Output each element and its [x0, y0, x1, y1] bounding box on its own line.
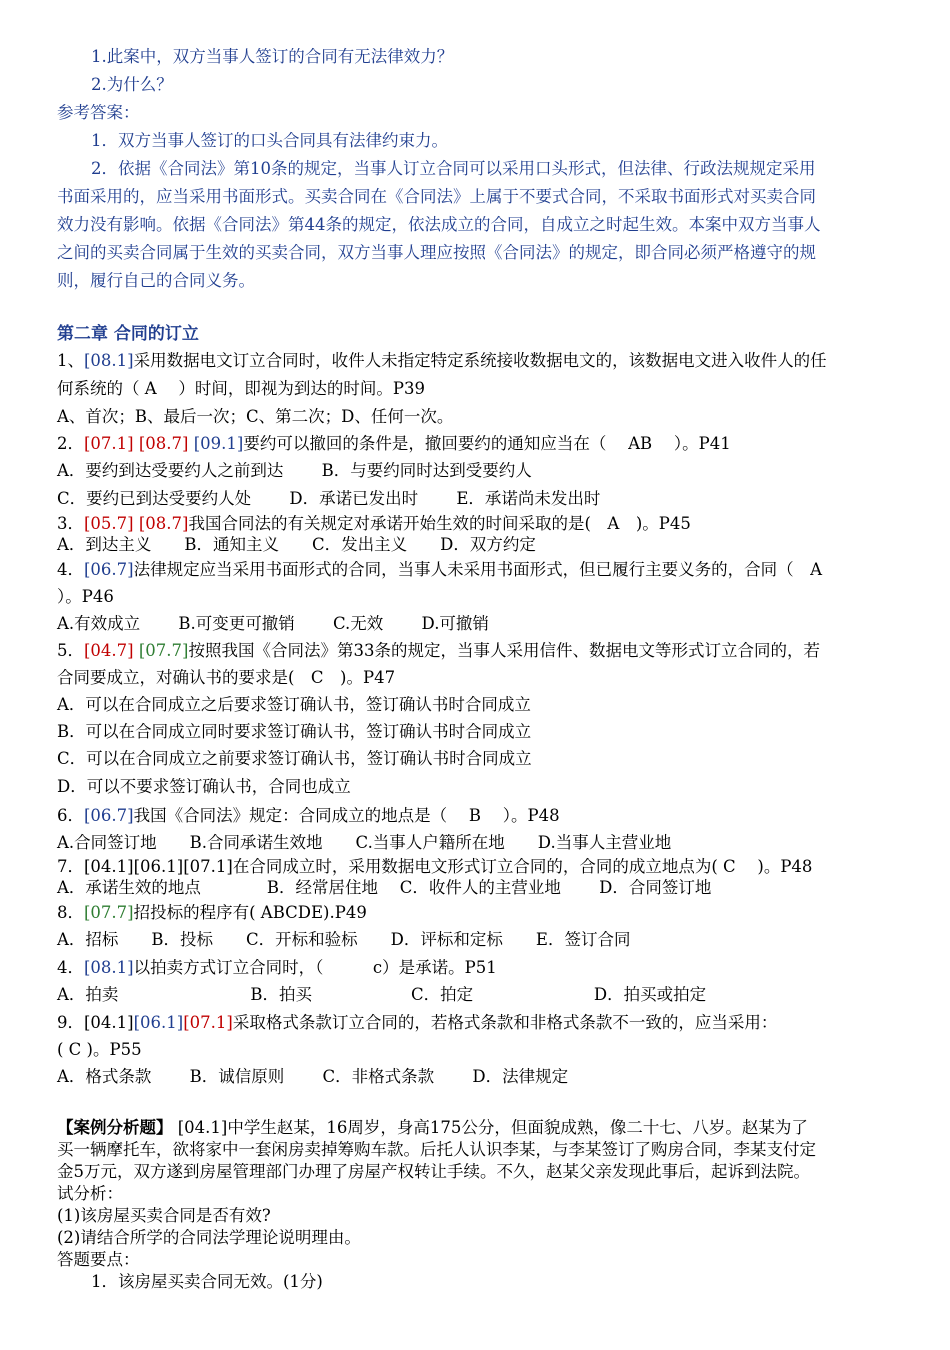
question-5-number: 5． — [57, 641, 84, 660]
question-9-line-2: ( C )。P55 — [57, 1040, 142, 1059]
question-5-option-b: B．可以在合同成立同时要求签订确认书，签订确认书时合同成立 — [57, 722, 532, 741]
question-4-line-2: ）。P46 — [57, 587, 114, 606]
question-5-option-d: D．可以不要求签订确认书，合同也成立 — [57, 777, 351, 796]
question-4-number: 4． — [57, 560, 84, 579]
question-8-text: 招投标的程序有( ABCDE).P49 — [133, 903, 367, 922]
question-6 — [57, 805, 560, 827]
question-2-number: 2． — [57, 434, 84, 453]
question-2-text: 要约可以撤回的条件是，撤回要约的通知应当在（ AB ）。P41 — [243, 434, 731, 453]
answer-2-line-4: 之间的买卖合同属于生效的买卖合同，双方当事人理应按照《合同法》的规定，即合同必须严格遵守的规 — [57, 243, 816, 262]
question-3 — [57, 513, 691, 535]
answer-points-label: 答题要点： — [57, 1250, 140, 1269]
intro-question-2: 2.为什么？ — [91, 75, 173, 94]
case-intro: [04.1]中学生赵某，16周岁，身高175公分，但面貌成熟，像二十七、八岁。赵某为了 — [172, 1118, 808, 1137]
question-4b-options: A．拍卖 B．拍买 C．拍定 D．拍买或拍定 — [57, 985, 707, 1004]
answer-2-line-3: 效力没有影响。依据《合同法》第44条的规定，依法成立的合同，自成立之时起生效。本案中双方当事人 — [57, 215, 821, 234]
question-4b-tag: [08.1] — [84, 958, 134, 977]
question-5-text: 按照我国《合同法》第33条的规定，当事人采用信件、数据电文等形式订立合同的，若 — [188, 641, 820, 660]
answer-point-1: 1．该房屋买卖合同无效。(1分) — [91, 1272, 323, 1291]
case-line-2: 买一辆摩托车，欲将家中一套闲房卖掉筹购车款。后托人认识李某，与李某签订了购房合同，李某支付定 — [57, 1140, 816, 1159]
answer-2-line-2: 书面采用的，应当采用书面形式。买卖合同在《合同法》上属于不要式合同，不采取书面形式对买卖合同 — [57, 187, 816, 206]
case-question-2: (2)请结合所学的合同法学理论说明理由。 — [57, 1228, 361, 1247]
question-6-tag: [06.7] — [84, 806, 134, 825]
question-1-text: 采用数据电文订立合同时，收件人未指定特定系统接收数据电文的，该数据电文进入收件人的任 — [133, 351, 827, 370]
question-4b — [57, 957, 497, 979]
question-9-options: A．格式条款 B．诚信原则 C．非格式条款 D．法律规定 — [57, 1067, 569, 1086]
question-4 — [57, 559, 822, 581]
question-6-number: 6． — [57, 806, 84, 825]
question-3-tag-2: [08.7] — [138, 514, 189, 533]
question-5-option-a: A．可以在合同成立之后要求签订确认书，签订确认书时合同成立 — [57, 695, 531, 714]
question-7-options: A．承诺生效的地点 B．经常居住地 C．收件人的主营业地 D．合同签订地 — [57, 878, 712, 897]
question-1-options: A、首次；B、最后一次；C、第二次；D、任何一次。 — [57, 407, 454, 426]
question-8-number: 8． — [57, 903, 84, 922]
question-5-tag-2: [07.7] — [138, 641, 189, 660]
question-8-options: A．招标 B．投标 C．开标和验标 D．评标和定标 E．签订合同 — [57, 930, 631, 949]
question-1-line-1 — [57, 350, 827, 372]
question-4-text: 法律规定应当采用书面形式的合同，当事人未采用书面形式，但已履行主要义务的，合同（ A — [133, 560, 823, 579]
question-2 — [57, 433, 731, 455]
question-1-number: 1、 — [57, 351, 84, 370]
question-5-option-c: C．可以在合同成立之前要求签订确认书，签订确认书时合同成立 — [57, 749, 532, 768]
case-question-1: (1)该房屋买卖合同是否有效? — [57, 1206, 271, 1225]
question-6-options: A.合同签订地 B.合同承诺生效地 C.当事人户籍所在地 D.当事人主营业地 — [57, 833, 672, 852]
question-1-tag: [08.1] — [84, 351, 134, 370]
intro-question-1: 1.此案中，双方当事人签订的合同有无法律效力？ — [91, 47, 454, 66]
question-7: 7．[04.1][06.1][07.1]在合同成立时，采用数据电文形式订立合同的，合同的成立地点为( C )。P48 — [57, 857, 813, 876]
question-4b-number: 4． — [57, 958, 84, 977]
question-3-tag-1: [05.7] — [84, 514, 134, 533]
answer-2-line-5: 则，履行自己的合同义务。 — [57, 271, 255, 290]
question-2-tag-1: [07.1] — [84, 434, 134, 453]
answer-1: 1．双方当事人签订的口头合同具有法律约束力。 — [91, 131, 448, 150]
question-8-tag: [07.7] — [84, 903, 134, 922]
question-6-text: 我国《合同法》规定：合同成立的地点是（ B ）。P48 — [133, 806, 560, 825]
reference-answer-label: 参考答案： — [57, 103, 140, 122]
question-4-options: A.有效成立 B.可变更可撤销 C.无效 D.可撤销 — [57, 614, 489, 633]
question-9-tag-1: [06.1] — [133, 1013, 184, 1032]
question-5-tag-1: [04.7] — [84, 641, 134, 660]
question-8 — [57, 902, 367, 924]
question-9-tag-2: [07.1] — [183, 1013, 233, 1032]
case-line-1 — [57, 1117, 808, 1139]
question-9 — [57, 1012, 777, 1034]
question-5-line-2: 合同要成立，对确认书的要求是( C )。P47 — [57, 668, 396, 687]
case-analysis-label: 试分析： — [57, 1184, 123, 1203]
question-9-text: 采取格式条款订立合同的，若格式条款和非格式条款不一致的，应当采用： — [232, 1013, 778, 1032]
question-3-text: 我国合同法的有关规定对承诺开始生效的时间采取的是( A )。P45 — [188, 514, 691, 533]
answer-2-line-1: 2．依据《合同法》第10条的规定，当事人订立合同可以采用口头形式，但法律、行政法规规定采用 — [91, 159, 816, 178]
question-2-tag-3: [09.1] — [193, 434, 244, 453]
question-2-tag-2: [08.7] — [138, 434, 189, 453]
case-label: 【案例分析题】 — [57, 1118, 173, 1137]
question-9-number: 9．[04.1] — [57, 1013, 134, 1032]
question-5 — [57, 640, 820, 662]
question-1-line-2: 何系统的（ A ）时间，即视为到达的时间。P39 — [57, 379, 426, 398]
question-3-options: A．到达主义 B．通知主义 C．发出主义 D．双方约定 — [57, 535, 536, 554]
question-2-options-b: C．要约已到达受要约人处 D．承诺已发出时 E．承诺尚未发出时 — [57, 489, 601, 508]
question-4-tag: [06.7] — [84, 560, 134, 579]
case-line-3: 金5万元，双方遂到房屋管理部门办理了房屋产权转让手续。不久，赵某父亲发现此事后，起诉到法院。 — [57, 1162, 810, 1181]
question-4b-text: 以拍卖方式订立合同时，（ c）是承诺。P51 — [133, 958, 497, 977]
chapter-title: 第二章 合同的订立 — [57, 324, 199, 344]
question-3-number: 3． — [57, 514, 84, 533]
question-2-options-a: A．要约到达受要约人之前到达 B．与要约同时达到受要约人 — [57, 461, 532, 480]
